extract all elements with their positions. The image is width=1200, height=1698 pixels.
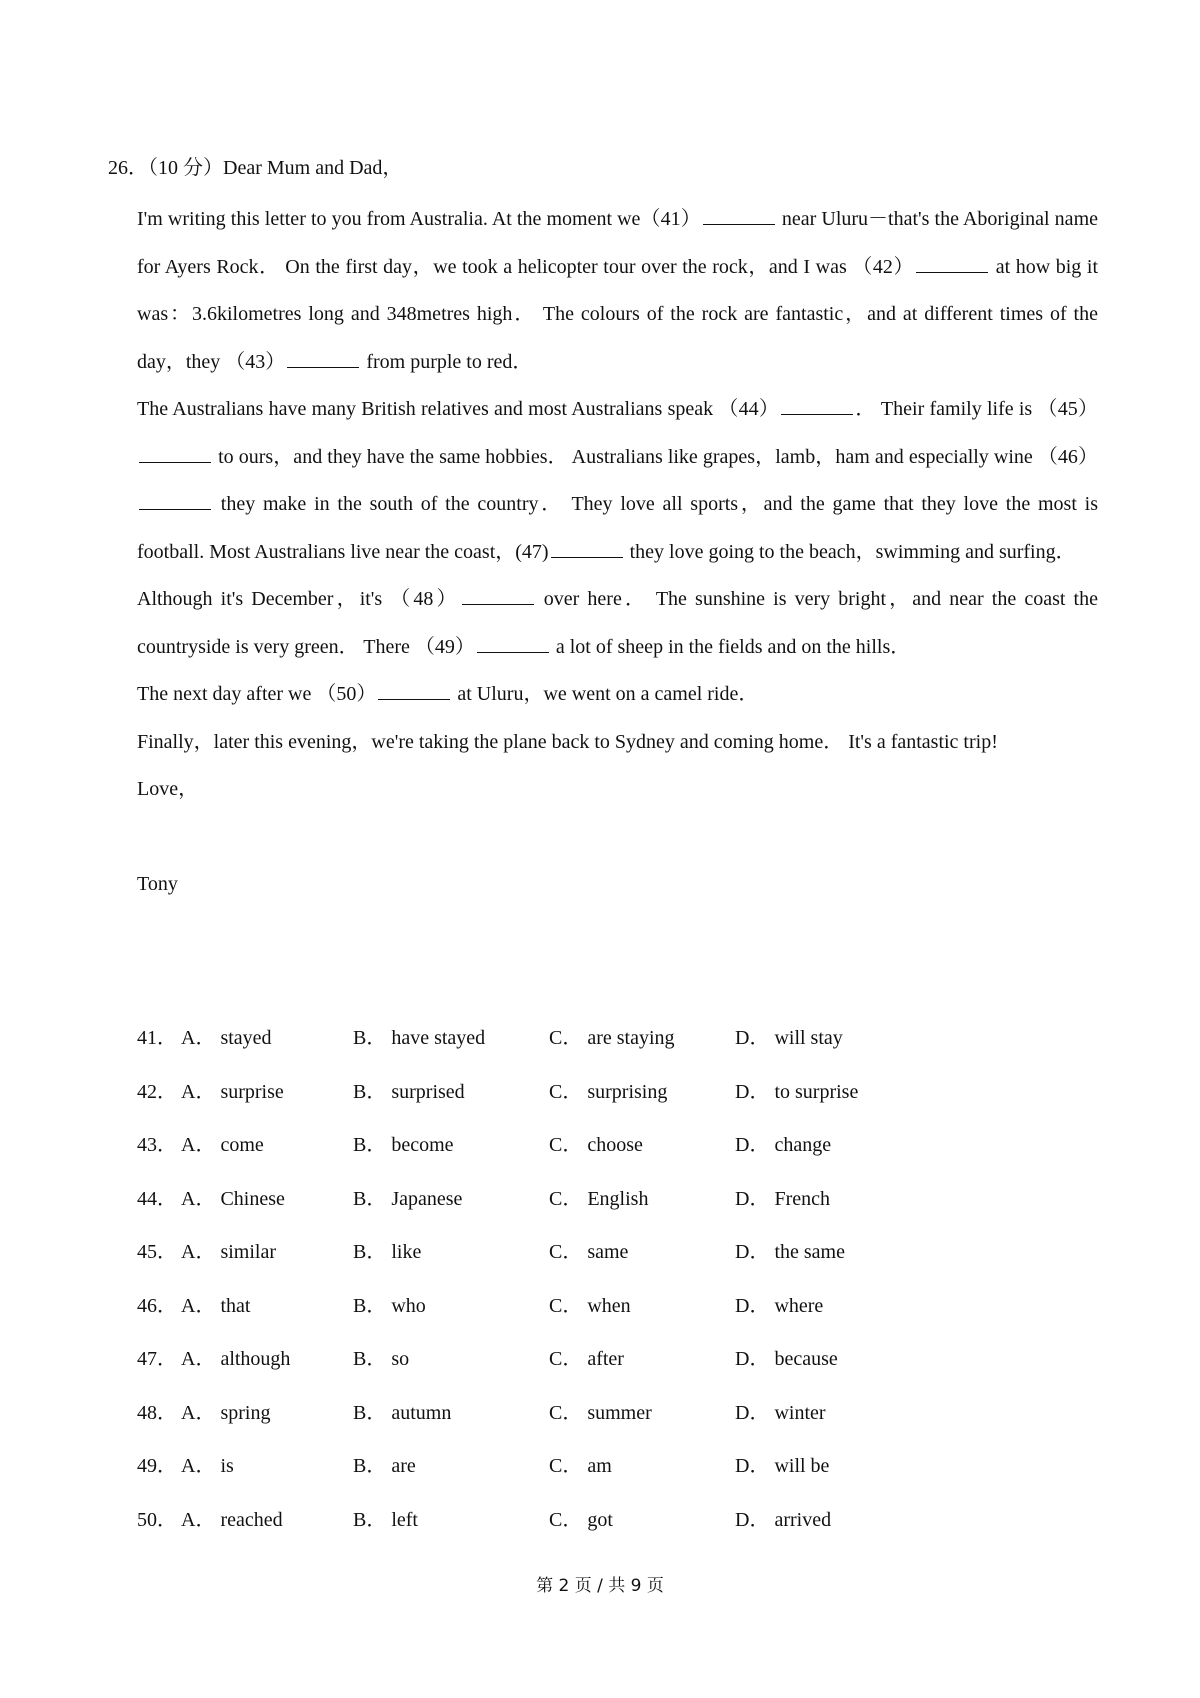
option-number: 49． [137, 1455, 177, 1477]
passage-text: a lot of sheep in the fields and on the hills． [550, 635, 911, 658]
option-row [137, 1125, 937, 1179]
option-row [137, 1018, 937, 1072]
option-row [137, 1500, 937, 1554]
option-d: D． because [735, 1348, 838, 1370]
passage-text: from purple to red． [361, 350, 533, 373]
option-c: C． got [549, 1508, 613, 1531]
letter-passage [137, 196, 1098, 909]
option-row [137, 1393, 937, 1447]
option-number: 45． [137, 1241, 177, 1263]
passage-text: The Australians have many British relatives and most Australians speak （44） [137, 398, 780, 420]
option-number: 41． [137, 1027, 177, 1049]
option-c: C． am [549, 1455, 612, 1477]
question-header: 26．（10 分）Dear Mum and Dad， [108, 157, 403, 179]
passage-text: near Uluru－that's the Aboriginal name for Ayers Rock． On the first day，we took a helicopter tour over the rock，and I was （42） [137, 208, 1098, 278]
passage-text: at how big it was：3.6kilometres long and 348metres high． The colours of the rock are fantastic，and at different times of the day，they （43） [137, 255, 1099, 373]
answer-options [137, 1018, 937, 1553]
passage-text: Although it's December，it's （48） [137, 588, 460, 610]
option-c: C． are staying [549, 1027, 675, 1049]
option-b: B． surprised [353, 1080, 465, 1103]
option-row [137, 1446, 937, 1500]
option-a: A． although [181, 1348, 291, 1370]
option-a: A． is [181, 1455, 234, 1477]
option-number: 50． [137, 1508, 177, 1531]
option-c: C． when [549, 1294, 631, 1317]
option-a: A． that [181, 1294, 251, 1317]
passage-paragraph-2 [137, 386, 1098, 576]
option-row [137, 1339, 937, 1393]
option-b: B． have stayed [353, 1027, 486, 1049]
page-footer: 第 2 页 / 共 9 页 [536, 1576, 664, 1596]
option-a: A． similar [181, 1241, 276, 1263]
passage-paragraph-5: Finally，later this evening，we're taking the plane back to Sydney and coming home． It's a fantastic trip! [137, 730, 998, 753]
option-d: D． winter [735, 1401, 826, 1424]
blank-43 [287, 345, 359, 368]
blank-46 [139, 487, 211, 510]
option-c: C． after [549, 1348, 624, 1370]
option-d: D． will stay [735, 1027, 843, 1049]
passage-text: to ours，and they have the same hobbies． Australians like grapes，lamb，ham and especially wine （46） [213, 445, 1098, 468]
option-d: D． arrived [735, 1508, 832, 1531]
option-a: A． Chinese [181, 1187, 285, 1210]
blank-49 [477, 630, 549, 653]
option-b: B． autumn [353, 1401, 452, 1424]
blank-42 [916, 250, 988, 273]
option-a: A． surprise [181, 1080, 284, 1103]
option-d: D． the same [735, 1241, 845, 1263]
option-d: D． to surprise [735, 1080, 859, 1103]
option-b: B． become [353, 1134, 454, 1156]
passage-text: they make in the south of the country． They love all sports，and the game that they love the most is football. Most Australians live near the coast，(47) [137, 493, 1098, 563]
option-b: B． so [353, 1348, 410, 1370]
blank-41 [703, 202, 775, 225]
option-number: 42． [137, 1080, 177, 1103]
option-number: 43． [137, 1134, 177, 1156]
option-row [137, 1179, 937, 1233]
option-a: A． stayed [181, 1027, 272, 1049]
option-c: C． choose [549, 1134, 643, 1156]
spacer [137, 814, 1098, 862]
option-d: D． will be [735, 1455, 830, 1477]
passage-text: I'm writing this letter to you from Australia. At the moment we（41） [137, 208, 701, 230]
blank-47 [551, 535, 623, 558]
passage-paragraph-3 [137, 576, 1098, 671]
passage-text: ． Their family life is （45） [855, 398, 1098, 420]
option-number: 44． [137, 1187, 177, 1210]
option-row [137, 1232, 937, 1286]
option-row [137, 1286, 937, 1340]
option-d: D． French [735, 1187, 830, 1210]
option-a: A． reached [181, 1508, 283, 1531]
option-number: 47． [137, 1348, 177, 1370]
option-b: B． are [353, 1455, 416, 1477]
option-d: D． change [735, 1134, 832, 1156]
option-c: C． summer [549, 1401, 652, 1424]
blank-44 [781, 392, 853, 415]
option-b: B． who [353, 1294, 426, 1317]
option-a: A． spring [181, 1401, 271, 1424]
letter-closing: Love， [137, 778, 199, 800]
option-d: D． where [735, 1294, 824, 1317]
passage-text: they love going to the beach，swimming and surfing． [624, 540, 1076, 563]
option-row [137, 1072, 937, 1126]
passage-paragraph-4 [137, 671, 1098, 719]
blank-45 [139, 440, 211, 463]
option-number: 46． [137, 1294, 177, 1317]
option-c: C． same [549, 1241, 629, 1263]
letter-signature: Tony [137, 873, 178, 895]
option-b: B． like [353, 1241, 422, 1263]
passage-text: over here． The sunshine is very bright，and near the coast the countryside is very green． There （49） [137, 588, 1098, 658]
option-b: B． left [353, 1508, 418, 1531]
option-c: C． surprising [549, 1080, 668, 1103]
passage-text: The next day after we （50） [137, 683, 377, 705]
option-c: C． English [549, 1187, 649, 1210]
blank-48 [462, 582, 534, 605]
option-b: B． Japanese [353, 1187, 463, 1210]
option-number: 48． [137, 1401, 177, 1424]
passage-paragraph-1 [137, 196, 1098, 386]
passage-text: at Uluru，we went on a camel ride． [452, 683, 759, 705]
option-a: A． come [181, 1134, 264, 1156]
blank-50 [378, 677, 450, 700]
